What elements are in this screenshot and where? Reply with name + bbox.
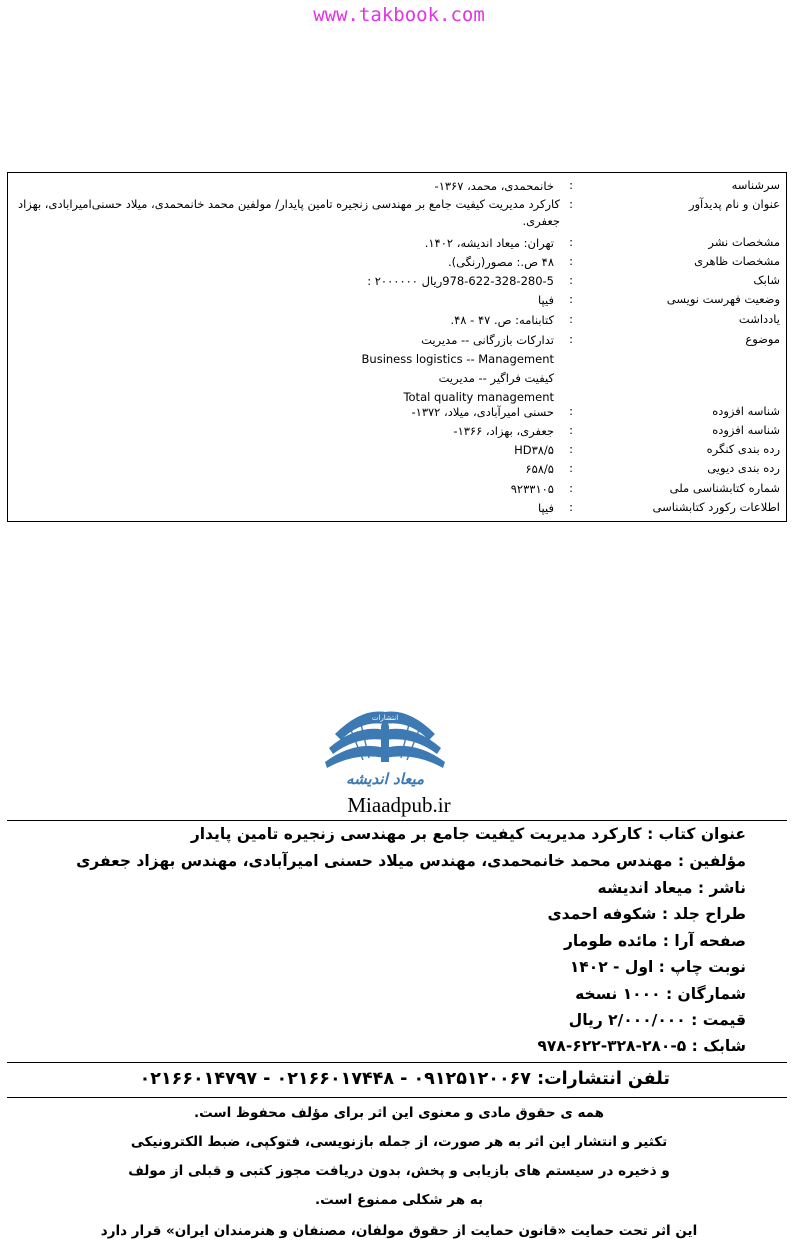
- cip-separator: :: [569, 423, 573, 437]
- cip-catalog-table: [7, 172, 787, 522]
- cip-value: HD۳۸/۵: [514, 443, 554, 457]
- cip-value: فیپا: [538, 501, 554, 515]
- rights-line: همه ی حقوق مادی و معنوی این اثر برای مؤلف محفوظ است.: [193, 1105, 605, 1121]
- cip-label: یادداشت: [738, 312, 780, 326]
- cip-separator: :: [569, 312, 573, 326]
- cip-label: وضعیت فهرست نویسی: [666, 292, 780, 306]
- cip-value: کارکرد مدیریت کیفیت جامع بر مهندسی زنجیره تامین پایدار/ مولفین محمد خانمحمدی، میلاد حسنی‌امیرابادی، بهزاد جعفری.: [17, 197, 560, 228]
- cip-separator: :: [569, 404, 573, 418]
- cip-separator: :: [569, 235, 573, 249]
- cip-value: کتابنامه: ص. ۴۷ - ۴۸.: [450, 313, 554, 327]
- cip-value: حسنی امیرآبادی، میلاد، ۱۳۷۲-: [411, 405, 554, 419]
- cip-separator: :: [569, 442, 573, 456]
- cip-value: ۶۵۸/۵: [525, 462, 554, 476]
- cip-label: شماره کتابشناسی ملی: [669, 481, 780, 495]
- cip-label: شناسه افزوده: [712, 404, 780, 418]
- cip-value: جعفری، بهزاد، ۱۳۶۶-: [453, 424, 554, 438]
- cip-separator: :: [569, 461, 573, 475]
- cip-value: تدارکات بازرگانی -- مدیریت Business logistics -- Management کیفیت فراگیر -- مدیریت Total quality management: [361, 333, 554, 404]
- cip-separator: :: [569, 481, 573, 495]
- publisher-phone: تلفن انتشارات: ۰۹۱۲۵۱۲۰۰۶۷ - ۰۲۱۶۶۰۱۷۴۴۸ - ۰۲۱۶۶۰۱۴۷۹۷: [139, 1069, 670, 1089]
- detail-title: عنوان کتاب : کارکرد مدیریت کیفیت جامع بر مهندسی زنجیره تامین پایدار: [190, 825, 746, 843]
- watermark-url: www.takbook.com: [313, 4, 485, 26]
- cip-label: سرشناسه: [731, 178, 780, 192]
- detail-authors: مؤلفین : مهندس محمد خانمحمدی، مهندس میلاد حسنی امیرآبادی، مهندس بهزاد جعفری: [76, 852, 746, 870]
- detail-copies: شمارگان : ۱۰۰۰ نسخه: [575, 985, 746, 1003]
- detail-layout: صفحه آرا : مائده طومار: [563, 932, 746, 950]
- rights-line: به هر شکلی ممنوع است.: [314, 1192, 484, 1208]
- logo-top-text: انتشارات: [371, 714, 399, 722]
- detail-publisher: ناشر : میعاد اندیشه: [597, 879, 746, 897]
- divider: [7, 1062, 787, 1063]
- cip-label: مشخصات ظاهری: [694, 254, 780, 268]
- divider: [7, 1097, 787, 1098]
- cip-label: عنوان و نام پدیدآور: [688, 197, 780, 211]
- publisher-logo: [321, 702, 449, 792]
- cip-value: تهران: میعاد اندیشه، ۱۴۰۲.: [424, 236, 554, 250]
- cip-separator: :: [569, 254, 573, 268]
- cip-value: ۹۲۳۳۱۰۵: [510, 482, 554, 496]
- cip-label: رده بندی کنگره: [706, 442, 780, 456]
- rights-line: تکثیر و انتشار این اثر به هر صورت، از جمله بازنویسی، فتوکپی، ضبط الکترونیکی: [130, 1134, 668, 1150]
- cip-separator: :: [569, 332, 573, 346]
- detail-cover-designer: طراح جلد : شکوفه احمدی: [547, 905, 746, 923]
- detail-price: قیمت : ۲/۰۰۰/۰۰۰ ریال: [568, 1011, 746, 1029]
- cip-value: فیپا: [538, 293, 554, 307]
- cip-label: اطلاعات رکورد کتابشناسی: [652, 500, 780, 514]
- cip-value: ۴۸ ص.: مصور(رنگی).: [447, 255, 554, 269]
- detail-isbn: شابک : ۵-۲۸۰-۳۲۸-۶۲۲-۹۷۸: [537, 1037, 746, 1055]
- rights-line: و ذخیره در سیستم های بازیابی و پخش، بدون دریافت مجوز کتبی و قبلی از مولف: [128, 1163, 670, 1179]
- website-url: Miaadpub.ir: [347, 793, 451, 817]
- cip-label: مشخصات نشر: [708, 235, 780, 249]
- cip-label: شابک: [753, 273, 780, 287]
- cip-label: شناسه افزوده: [712, 423, 780, 437]
- cip-separator: :: [569, 500, 573, 514]
- cip-value: خانمحمدی، محمد، ۱۳۶۷-: [434, 179, 554, 193]
- logo-bottom-text: میعاد اندیشه: [345, 770, 425, 788]
- cip-label: رده بندی دیویی: [707, 461, 780, 475]
- cip-separator: :: [569, 197, 573, 211]
- detail-edition: نوبت چاپ : اول - ۱۴۰۲: [569, 958, 746, 976]
- cip-separator: :: [569, 292, 573, 306]
- divider: [7, 820, 787, 821]
- cip-separator: :: [569, 273, 573, 287]
- cip-value: 978-622-328-280-5ریال ۲۰۰۰۰۰۰ :: [367, 274, 554, 288]
- cip-label: موضوع: [745, 332, 780, 346]
- rights-line: این اثر تحت حمایت «قانون حمایت از حقوق مولفان، مصنفان و هنرمندان ایران» قرار دارد: [100, 1223, 698, 1239]
- cip-separator: :: [569, 178, 573, 192]
